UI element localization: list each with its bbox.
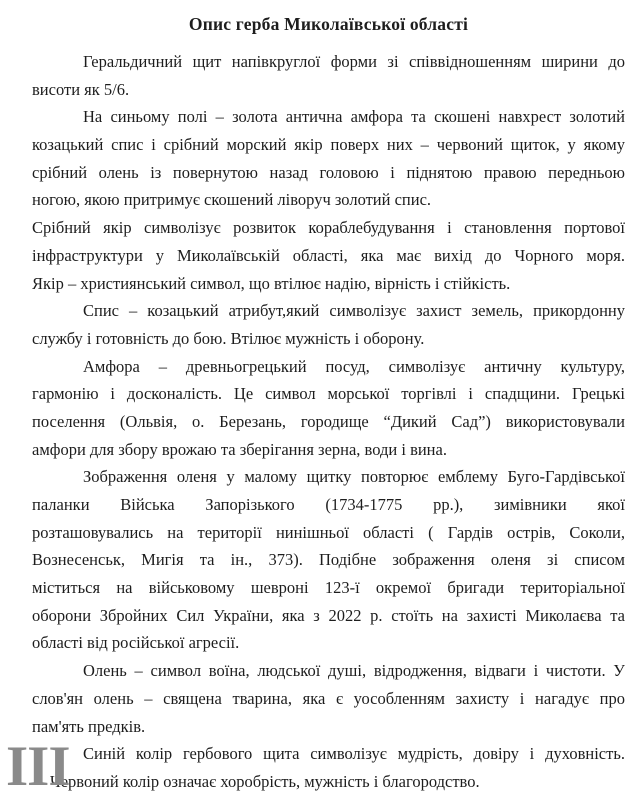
paragraph [32, 740, 625, 795]
paragraph [32, 297, 625, 352]
text-line: амфори для збору врожаю та зберігання зерна, води і вина. [32, 439, 447, 459]
text-line: пам'ять предків. [32, 716, 146, 736]
text-line: розташовувались на території нинішньої області ( Гардів острів, Соколи, [32, 522, 625, 542]
page-number-marker: III [6, 735, 70, 798]
text-line: козацький спис і срібний морский якір поверх них – червоний щиток, у якому [32, 135, 625, 155]
text-line: ногою, якою притримує скошений ліворуч золотий спис. [32, 190, 432, 210]
text-line: Зображення оленя у малому щитку повторює емблему Буго-Гардівської [83, 467, 625, 487]
text-line: міститься на військовому шевроні 123-ї окремої бригади територіальної [32, 578, 625, 598]
paragraph [32, 657, 625, 740]
text-line: Вознесенськ, Мигія та ін., 373). Подібне зображення оленя зі списом [32, 550, 625, 570]
text-line: висоти як 5/6. [32, 79, 130, 99]
paragraph [32, 103, 625, 214]
paragraph [32, 463, 625, 657]
text-line: На синьому полі – золота антична амфора та скошені навхрест золотий [83, 107, 625, 127]
text-line: службу і готовність до бою. Втілює мужність і оборону. [32, 328, 425, 348]
text-line: Спис – козацький атрибут,який символізує захист земель, прикордонну [83, 301, 625, 321]
text-line: Амфора – древньогрецький посуд, символізує античну культуру, [83, 356, 625, 376]
text-line: інфраструктури у Миколаївській області, яка має вихід до Чорного моря. [32, 245, 625, 265]
document-body [32, 48, 625, 796]
paragraph [32, 353, 625, 464]
text-line: Олень – символ воїна, людської душі, відродження, відваги і чистоти. У [83, 661, 625, 681]
text-line: Червоний колір означає хоробрість, мужність і благородство. [50, 771, 480, 791]
text-line: Синій колір гербового щита символізує мудрість, довіру і духовність. [83, 744, 625, 764]
paragraph [32, 214, 625, 297]
text-line: гармонію і досконалість. Це символ морської торгівлі і спадщини. Грецькі [32, 384, 625, 404]
text-line: срібний олень із повернутою назад головою і піднятою правою передньою [32, 162, 625, 182]
text-line: області від російської агресії. [32, 633, 240, 653]
text-line: поселення (Ольвія, о. Березань, городище “Дикий Сад”) використовували [32, 411, 625, 431]
paragraph [32, 48, 625, 103]
text-line: Геральдичний щит напівкруглої форми зі співвідношенням ширини до [83, 52, 625, 71]
text-line: паланки Війська Запорізького (1734-1775 рр.), зимівники якої [32, 495, 625, 514]
text-line: Срібний якір символізує розвиток кораблебудування і становлення портової [32, 218, 625, 238]
document-title: Опис герба Миколаївської області [188, 14, 469, 34]
text-line: слов'ян олень – священа тварина, яка є уособленням захисту і нагадує про [32, 688, 625, 708]
text-line: оборони Збройних Сил України, яка з 2022 р. стоїть на захисті Миколаєва та [32, 605, 625, 625]
text-line: Якір – християнський символ, що втілює надію, вірність і стійкість. [32, 273, 511, 293]
